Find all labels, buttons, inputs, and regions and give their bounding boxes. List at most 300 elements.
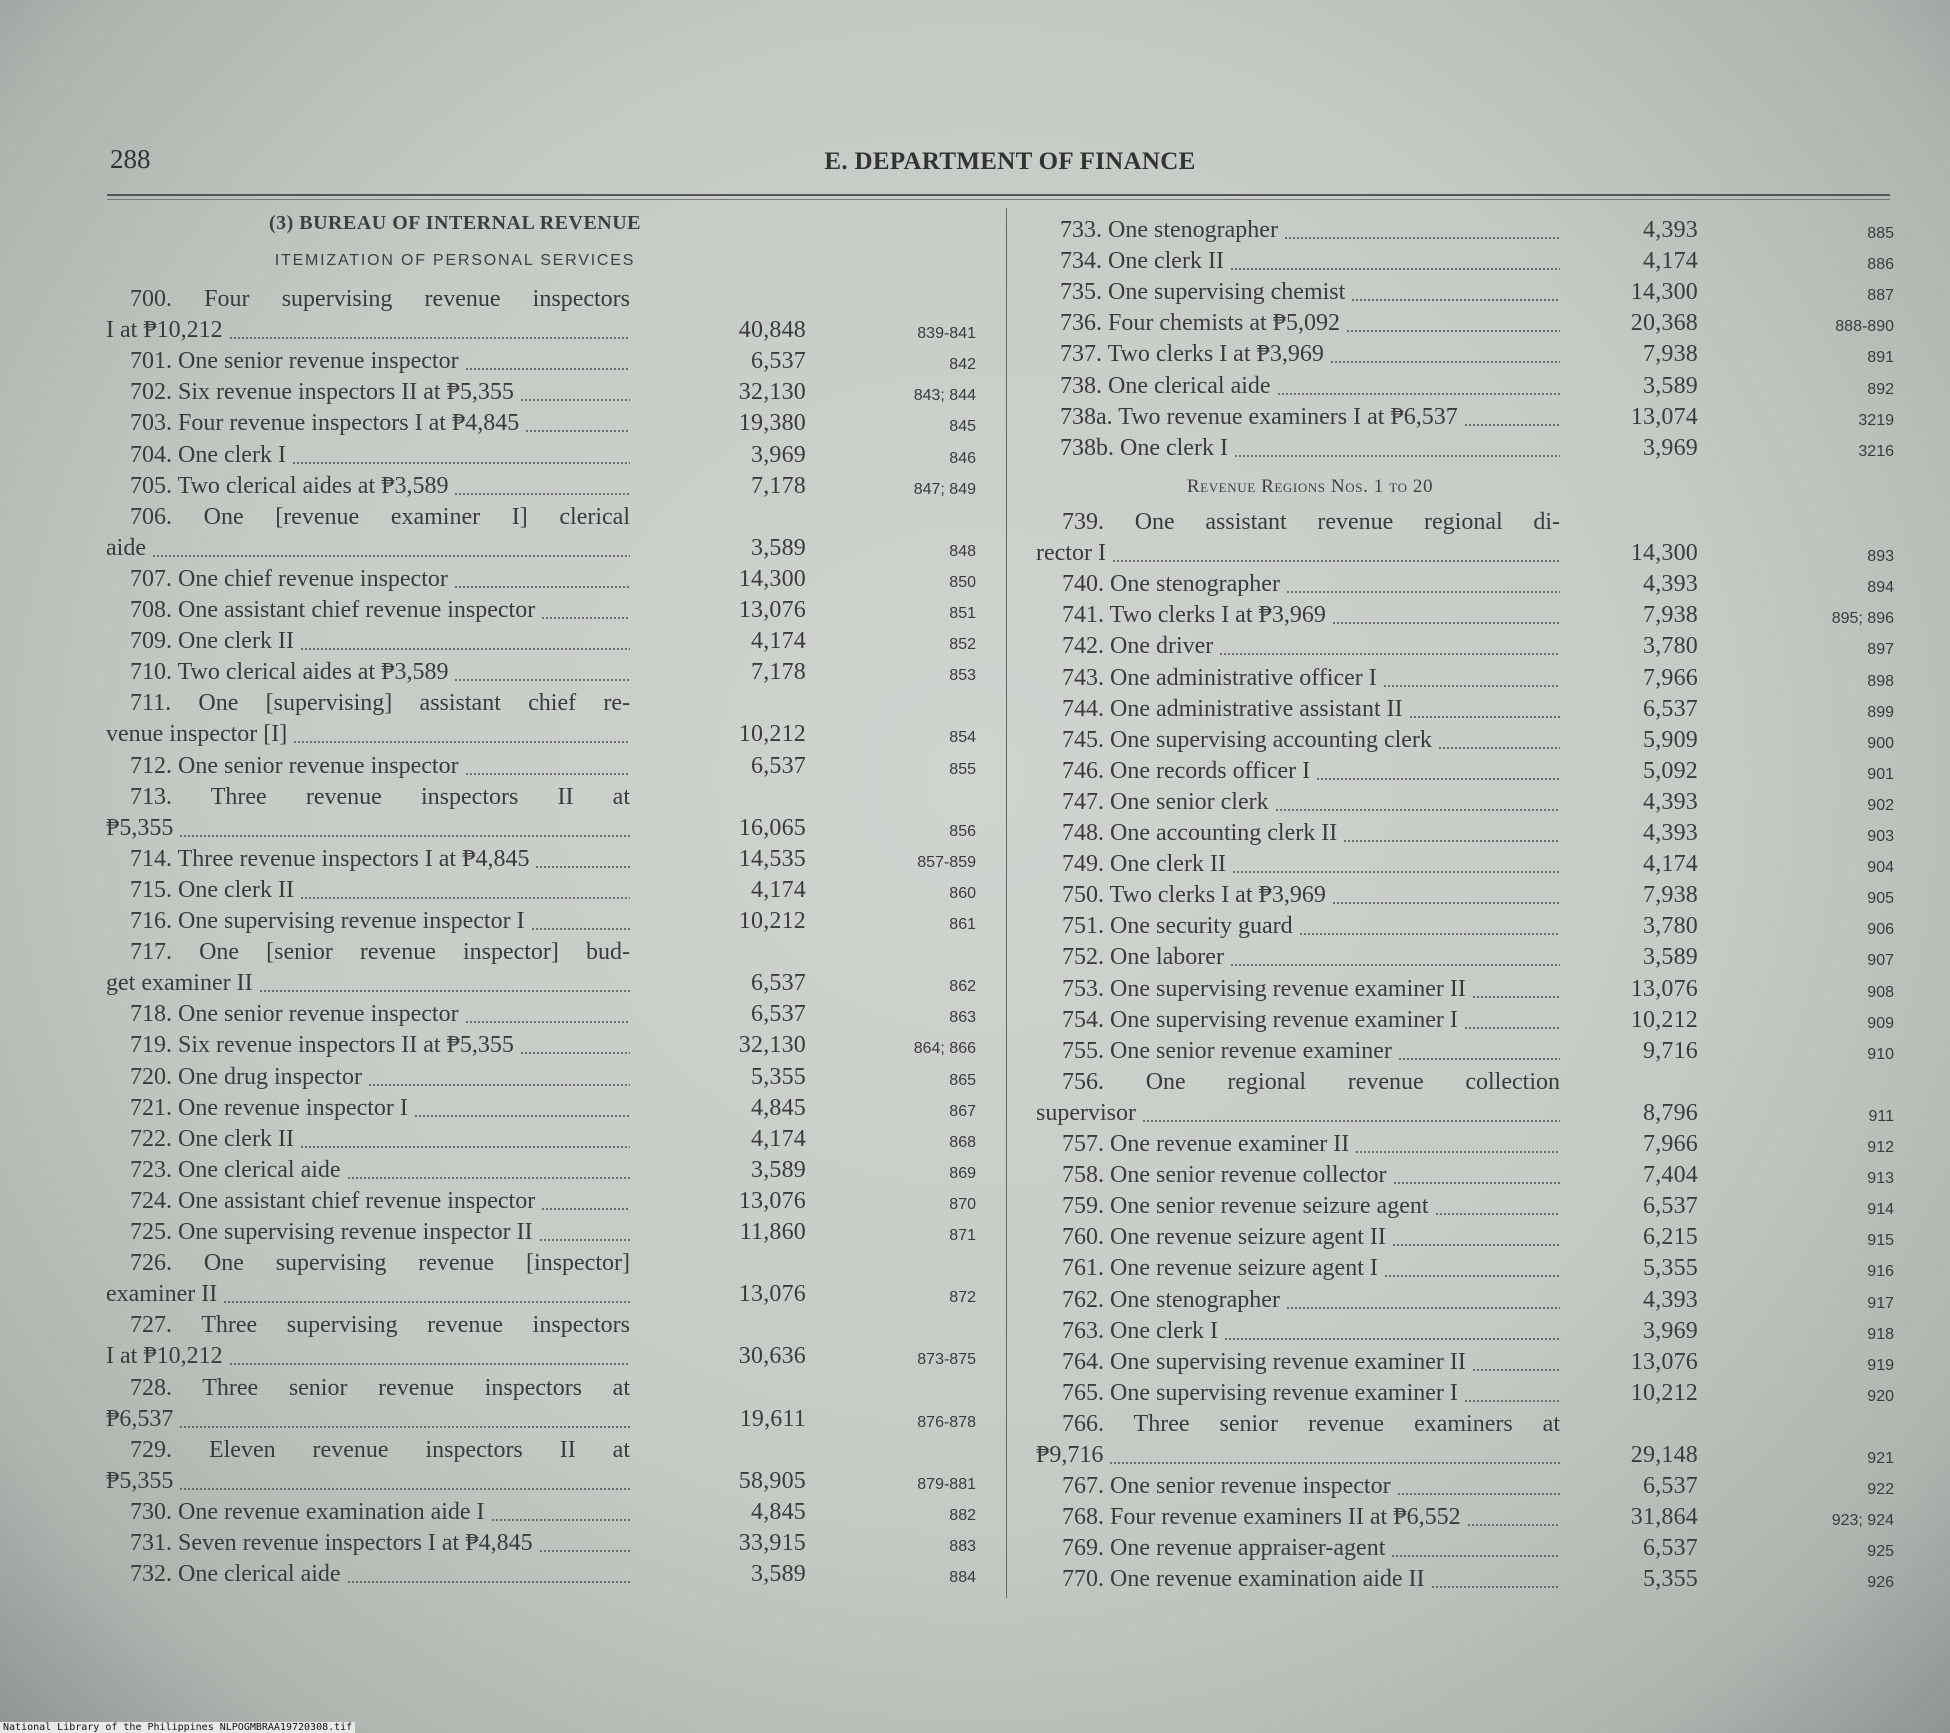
entry-text: 712. One senior revenue inspector	[130, 752, 459, 779]
entry-description	[130, 1528, 630, 1559]
entry-description	[130, 875, 630, 906]
dot-leader	[1431, 1586, 1560, 1588]
entry-amount: 32,130	[738, 379, 806, 406]
dot-leader	[347, 1177, 630, 1179]
entry-amount: 4,174	[751, 1125, 806, 1152]
entry-description	[1062, 1347, 1560, 1378]
entry-amount: 8,796	[1643, 1099, 1698, 1126]
dot-leader	[152, 555, 630, 557]
entry-description	[130, 1497, 630, 1528]
entry-reference: 899	[1867, 703, 1894, 721]
entry-text: 703. Four revenue inspectors I at ₱4,845	[130, 410, 520, 437]
entry-amount: 4,845	[751, 1094, 806, 1121]
entry-reference: 905	[1867, 890, 1894, 908]
entry-reference: 839-841	[917, 325, 976, 343]
entry-amount: 19,380	[738, 410, 806, 437]
entry-amount: 7,966	[1643, 664, 1698, 691]
dot-leader	[1435, 1213, 1560, 1215]
entry-text: 755. One senior revenue examiner	[1062, 1037, 1392, 1064]
entry-first-line: 729. Eleven revenue inspectors II at	[130, 1436, 630, 1463]
entry-description	[1062, 1129, 1560, 1160]
dot-leader	[525, 430, 630, 432]
entry-amount: 5,909	[1643, 726, 1698, 753]
entry-reference: 868	[949, 1133, 976, 1151]
entry-reference: 879-881	[917, 1475, 976, 1493]
dot-leader	[300, 897, 630, 899]
entry-amount: 4,393	[1643, 820, 1698, 846]
entry-text: 769. One revenue appraiser-agent	[1062, 1535, 1386, 1562]
entry-reference: 872	[949, 1289, 976, 1307]
entry-first-line: 713. Three revenue inspectors II at	[130, 783, 630, 810]
entry-text: 770. One revenue examination aide II	[1062, 1566, 1425, 1593]
entry-amount: 19,611	[739, 1405, 806, 1432]
dot-leader	[520, 399, 630, 401]
entry-text: 761. One revenue seizure agent I	[1062, 1255, 1378, 1282]
entry-description	[130, 999, 630, 1030]
entry-description	[130, 1124, 630, 1155]
entry-text: 763. One clerk I	[1062, 1317, 1218, 1344]
entry-first-line: 706. One [revenue examiner I] clerical	[130, 503, 630, 530]
entry-reference: 903	[1867, 828, 1894, 845]
entry-description	[1062, 600, 1560, 631]
entry-description	[1062, 1378, 1560, 1409]
entry-amount: 3,969	[1643, 434, 1698, 461]
entry-reference: 914	[1867, 1201, 1894, 1219]
dot-leader	[1464, 424, 1560, 426]
entry-first-line: 700. Four supervising revenue inspectors	[130, 286, 630, 312]
scan-footer-note: National Library of the Philippines NLPOGMBRAA19720308.tif	[0, 1722, 355, 1733]
dot-leader	[1232, 871, 1560, 873]
entry-amount: 16,065	[738, 814, 806, 841]
entry-text: 752. One laborer	[1062, 944, 1224, 971]
dot-leader	[1472, 1369, 1560, 1371]
entry-text: 747. One senior clerk	[1062, 788, 1269, 815]
entry-text: 768. Four revenue examiners II at ₱6,552	[1062, 1504, 1461, 1531]
entry-reference: 904	[1867, 859, 1894, 877]
entry-description	[1060, 433, 1560, 464]
entry-reference: 892	[1867, 380, 1894, 398]
entry-description	[1036, 1440, 1560, 1471]
entry-reference: 862	[949, 978, 976, 996]
entry-amount: 6,537	[1643, 695, 1698, 722]
entry-amount: 3,780	[1643, 913, 1698, 940]
entry-text: rector I	[1036, 540, 1106, 567]
entry-reference: 925	[1867, 1543, 1894, 1561]
entry-amount: 3,780	[1643, 633, 1698, 660]
entry-description	[106, 968, 630, 999]
entry-reference: 886	[1867, 256, 1894, 274]
entry-amount: 33,915	[738, 1530, 806, 1556]
dot-leader	[300, 648, 630, 650]
dot-leader	[1330, 361, 1560, 363]
entry-reference: 867	[949, 1102, 976, 1120]
entry-amount: 13,076	[738, 1281, 806, 1308]
entry-description	[1062, 880, 1560, 911]
dot-leader	[1398, 1058, 1560, 1060]
dot-leader	[1284, 237, 1560, 239]
entry-reference: 893	[1867, 548, 1894, 566]
entry-amount: 4,845	[751, 1498, 806, 1525]
entry-text: 738. One clerical aide	[1060, 372, 1271, 399]
entry-amount: 4,393	[1643, 1286, 1698, 1313]
entry-amount: 7,938	[1643, 341, 1698, 368]
dot-leader	[1346, 330, 1560, 332]
entry-description	[1062, 1253, 1560, 1284]
entry-description	[1062, 1285, 1560, 1316]
entry-description	[130, 1559, 630, 1590]
entry-text: 745. One supervising accounting clerk	[1062, 726, 1432, 753]
entry-amount: 31,864	[1630, 1504, 1698, 1531]
dot-leader	[535, 866, 630, 868]
entry-description	[130, 626, 630, 657]
entry-reference: 869	[949, 1164, 976, 1182]
entry-description	[1062, 1036, 1560, 1067]
dot-leader	[1299, 933, 1560, 935]
entry-reference: 906	[1867, 921, 1894, 939]
dot-leader	[539, 1239, 630, 1241]
entry-description	[1062, 1564, 1560, 1595]
entry-reference: 860	[949, 884, 976, 902]
entry-text: 740. One stenographer	[1062, 571, 1280, 598]
entry-text: 737. Two clerks I at ₱3,969	[1060, 341, 1324, 368]
entry-amount: 14,300	[1630, 540, 1698, 567]
entry-reference: 916	[1867, 1263, 1894, 1281]
entry-reference: 848	[949, 542, 976, 560]
entry-description	[130, 657, 630, 688]
entry-text: 743. One administrative officer I	[1062, 664, 1377, 691]
entry-text: 738a. Two revenue examiners I at ₱6,537	[1060, 403, 1458, 430]
entry-amount: 4,393	[1643, 788, 1698, 815]
dot-leader	[368, 1084, 630, 1086]
entry-reference: 885	[1867, 225, 1894, 242]
entry-amount: 5,092	[1643, 757, 1698, 784]
entry-description	[1062, 1471, 1560, 1502]
entry-amount: 7,178	[751, 659, 806, 686]
entry-reference: 921	[1867, 1450, 1894, 1467]
entry-text: 722. One clerk II	[130, 1125, 294, 1152]
itemization-heading: ITEMIZATION OF PERSONAL SERVICES	[274, 252, 636, 269]
dot-leader	[1409, 716, 1560, 718]
entry-text: supervisor	[1036, 1099, 1136, 1126]
entry-reference: 919	[1867, 1356, 1894, 1374]
entry-text: 716. One supervising revenue inspector I	[130, 908, 525, 934]
entry-description	[130, 1030, 630, 1061]
entry-amount: 14,300	[1630, 279, 1698, 306]
dot-leader	[1392, 1244, 1560, 1246]
entry-description	[130, 377, 630, 408]
entry-reference: 861	[949, 916, 976, 933]
entry-description	[130, 564, 630, 595]
entry-text: get examiner II	[106, 970, 253, 997]
entry-amount: 11,860	[739, 1219, 806, 1245]
dot-leader	[1316, 778, 1560, 780]
entry-reference: 907	[1867, 952, 1894, 970]
entry-amount: 4,393	[1643, 571, 1698, 598]
entry-reference: 3216	[1858, 442, 1894, 460]
entry-amount: 13,076	[738, 597, 806, 623]
entry-amount: 40,848	[738, 317, 806, 344]
entry-reference: 923; 924	[1831, 1512, 1894, 1530]
entry-amount: 4,174	[1643, 851, 1698, 878]
entry-first-line: 717. One [senior revenue inspector] bud-	[130, 939, 630, 966]
entry-description	[106, 1341, 630, 1372]
entry-amount: 9,716	[1643, 1037, 1698, 1064]
dot-leader	[1343, 840, 1560, 842]
entry-description	[130, 595, 630, 626]
entry-amount: 30,636	[738, 1343, 806, 1370]
entry-text: 741. Two clerks I at ₱3,969	[1062, 602, 1326, 629]
dot-leader	[1286, 591, 1560, 593]
entry-text: 738b. One clerk I	[1060, 434, 1228, 461]
entry-amount: 7,178	[751, 472, 806, 499]
entry-description	[1062, 1191, 1560, 1222]
dot-leader	[465, 773, 630, 775]
entry-first-line: 756. One regional revenue collection	[1062, 1068, 1560, 1095]
entry-description	[1062, 725, 1560, 756]
entry-text: 764. One supervising revenue examiner II	[1062, 1348, 1466, 1375]
entry-amount: 10,212	[1630, 1379, 1698, 1406]
entry-reference: 847; 849	[913, 480, 976, 498]
dot-leader	[1112, 560, 1560, 562]
dot-leader	[1286, 1307, 1560, 1309]
entry-reference: 911	[1868, 1107, 1894, 1125]
dot-leader	[1224, 1338, 1560, 1340]
dot-leader	[465, 1021, 630, 1023]
entry-description	[1062, 756, 1560, 787]
entry-reference: 910	[1867, 1045, 1894, 1063]
entry-text: 709. One clerk II	[130, 628, 294, 655]
entry-reference: 842	[949, 356, 976, 374]
entry-description	[1062, 849, 1560, 880]
entry-description	[1062, 911, 1560, 942]
entry-amount: 4,174	[1643, 248, 1698, 275]
entry-reference: 915	[1867, 1232, 1894, 1250]
entry-reference: 843; 844	[913, 387, 976, 405]
dot-leader	[520, 1052, 630, 1054]
entry-amount: 14,535	[738, 845, 806, 872]
entry-text: 705. Two clerical aides at ₱3,589	[130, 472, 449, 499]
entry-description	[1036, 538, 1560, 569]
entry-description	[1036, 1098, 1560, 1129]
entry-description	[1062, 694, 1560, 725]
entry-amount: 4,174	[751, 876, 806, 903]
entry-text: 765. One supervising revenue examiner I	[1062, 1379, 1458, 1406]
dot-leader	[1351, 299, 1560, 301]
dot-leader	[1332, 902, 1560, 904]
entry-reference: 917	[1867, 1294, 1894, 1312]
entry-text: 758. One senior revenue collector	[1062, 1162, 1387, 1189]
entry-reference: 857-859	[917, 853, 976, 871]
entry-text: 757. One revenue examiner II	[1062, 1131, 1350, 1157]
entry-text: aide	[106, 534, 146, 561]
entry-amount: 20,368	[1630, 310, 1698, 337]
entry-amount: 7,938	[1643, 882, 1698, 909]
dot-leader	[229, 1363, 630, 1365]
entry-text: ₱9,716	[1036, 1442, 1104, 1468]
entry-reference: 871	[949, 1227, 976, 1244]
entry-amount: 6,537	[1643, 1535, 1698, 1562]
dot-leader	[1384, 1275, 1560, 1277]
entry-reference: 3219	[1858, 411, 1894, 429]
bureau-heading: (3) BUREAU OF INTERNAL REVENUE	[268, 212, 642, 234]
entry-reference: 926	[1867, 1574, 1894, 1592]
entry-reference: 846	[949, 449, 976, 467]
dot-leader	[1230, 964, 1560, 966]
entry-description	[106, 1279, 630, 1310]
entry-reference: 882	[949, 1506, 976, 1524]
entry-text: ₱6,537	[106, 1405, 174, 1432]
entry-amount: 3,589	[751, 1561, 806, 1588]
dot-leader	[229, 337, 630, 339]
entry-description	[1062, 1316, 1560, 1347]
dot-leader	[541, 617, 630, 619]
entry-text: 749. One clerk II	[1062, 851, 1226, 878]
entry-reference: 918	[1867, 1325, 1894, 1343]
entry-description	[1060, 308, 1560, 339]
entry-reference: 851	[949, 605, 976, 622]
entry-description	[1060, 215, 1560, 246]
entry-amount: 6,537	[751, 752, 806, 779]
entry-text: 715. One clerk II	[130, 876, 294, 903]
dot-leader	[347, 1581, 630, 1583]
dot-leader	[465, 368, 630, 370]
entry-reference: 902	[1867, 796, 1894, 814]
entry-description	[1060, 371, 1560, 402]
entry-reference: 870	[949, 1195, 976, 1213]
entry-reference: 855	[949, 760, 976, 778]
dot-leader	[179, 1426, 630, 1428]
entry-amount: 13,076	[1630, 975, 1698, 1002]
entry-amount: 6,537	[1643, 1473, 1698, 1500]
dot-leader	[300, 1146, 630, 1148]
dot-leader	[454, 493, 630, 495]
entry-amount: 4,393	[1643, 217, 1698, 243]
dot-leader	[1383, 685, 1560, 687]
dot-leader	[293, 741, 630, 743]
entry-text: 720. One drug inspector	[130, 1063, 362, 1090]
header-rule	[107, 194, 1890, 196]
entry-reference: 922	[1867, 1481, 1894, 1499]
entry-text: 718. One senior revenue inspector	[130, 1001, 459, 1028]
entry-text: 734. One clerk II	[1060, 248, 1224, 275]
entry-amount: 3,589	[1643, 372, 1698, 399]
entry-description	[1062, 1222, 1560, 1253]
entry-text: 732. One clerical aide	[130, 1561, 341, 1588]
entry-reference: 852	[949, 636, 976, 654]
dot-leader	[1275, 809, 1560, 811]
entry-reference: 897	[1867, 641, 1894, 659]
header-rule-thin	[107, 199, 1890, 200]
entry-description	[106, 315, 630, 346]
entry-text: 730. One revenue examination aide I	[130, 1498, 485, 1525]
page-title: E. DEPARTMENT OF FINANCE	[824, 148, 1196, 175]
dot-leader	[1230, 268, 1560, 270]
entry-text: 702. Six revenue inspectors II at ₱5,355	[130, 379, 514, 406]
entry-text: 710. Two clerical aides at ₱3,589	[130, 659, 449, 686]
entry-description	[130, 906, 630, 937]
entry-text: ₱5,355	[106, 814, 174, 841]
dot-leader	[1464, 1027, 1560, 1029]
entry-reference: 920	[1867, 1387, 1894, 1405]
entry-reference: 901	[1867, 765, 1894, 783]
entry-reference: 876-878	[917, 1413, 976, 1431]
entry-amount: 29,148	[1630, 1442, 1698, 1468]
dot-leader	[414, 1115, 630, 1117]
entry-text: 754. One supervising revenue examiner I	[1062, 1006, 1458, 1033]
entry-description	[1060, 339, 1560, 370]
entry-description	[130, 440, 630, 471]
entry-text: 708. One assistant chief revenue inspector	[130, 597, 536, 623]
entry-text: 731. Seven revenue inspectors I at ₱4,845	[130, 1530, 533, 1556]
entry-text: ₱5,355	[106, 1467, 174, 1494]
dot-leader	[1472, 996, 1560, 998]
entry-reference: 854	[949, 729, 976, 747]
entry-amount: 6,537	[751, 348, 806, 375]
dot-leader	[541, 1208, 630, 1210]
dot-leader	[223, 1301, 630, 1303]
entry-description	[1060, 246, 1560, 277]
entry-text: 733. One stenographer	[1060, 217, 1278, 243]
entry-text: 750. Two clerks I at ₱3,969	[1062, 882, 1326, 909]
entry-amount: 13,076	[1630, 1348, 1698, 1375]
entry-amount: 32,130	[738, 1032, 806, 1059]
dot-leader	[531, 928, 630, 930]
entry-description	[130, 1155, 630, 1186]
dot-leader	[292, 462, 630, 464]
entry-amount: 10,212	[738, 721, 806, 748]
entry-description	[130, 408, 630, 439]
dot-leader	[1438, 747, 1560, 749]
entry-reference: 853	[949, 667, 976, 685]
entry-text: 744. One administrative assistant II	[1062, 695, 1403, 722]
entry-description	[1062, 1533, 1560, 1564]
entry-description	[106, 719, 630, 750]
entry-first-line: 739. One assistant revenue regional di-	[1062, 509, 1560, 535]
dot-leader	[179, 1488, 630, 1490]
dot-leader	[179, 835, 630, 837]
entry-text: 707. One chief revenue inspector	[130, 565, 448, 592]
entry-description	[1062, 631, 1560, 662]
entry-first-line: 728. Three senior revenue inspectors at	[130, 1374, 630, 1401]
dot-leader	[1234, 455, 1560, 457]
dot-leader	[454, 679, 630, 681]
entry-text: venue inspector [I]	[106, 721, 288, 748]
entry-amount: 10,212	[1630, 1006, 1698, 1033]
entry-amount: 6,537	[1643, 1193, 1698, 1220]
entry-amount: 5,355	[1643, 1255, 1698, 1282]
entry-text: 724. One assistant chief revenue inspector	[130, 1187, 536, 1214]
entry-amount: 7,404	[1643, 1162, 1698, 1189]
dot-leader	[1397, 1493, 1560, 1495]
dot-leader	[1464, 1400, 1560, 1402]
entry-text: 736. Four chemists at ₱5,092	[1060, 310, 1340, 337]
entry-first-line: 726. One supervising revenue [inspector]	[130, 1250, 630, 1277]
entry-text: 701. One senior revenue inspector	[130, 348, 459, 375]
entry-description	[1062, 1160, 1560, 1191]
dot-leader	[1393, 1182, 1560, 1184]
entry-reference: 895; 896	[1831, 610, 1894, 628]
entry-amount: 6,215	[1643, 1224, 1698, 1251]
entry-text: 725. One supervising revenue inspector II	[130, 1219, 533, 1245]
entry-description	[1062, 569, 1560, 600]
entry-description	[130, 1186, 630, 1217]
entry-text: 762. One stenographer	[1062, 1286, 1280, 1313]
entry-reference: 900	[1867, 734, 1894, 752]
entry-description	[130, 346, 630, 377]
entry-description	[1062, 663, 1560, 694]
entry-reference: 884	[949, 1569, 976, 1587]
entry-amount: 3,589	[1643, 944, 1698, 971]
